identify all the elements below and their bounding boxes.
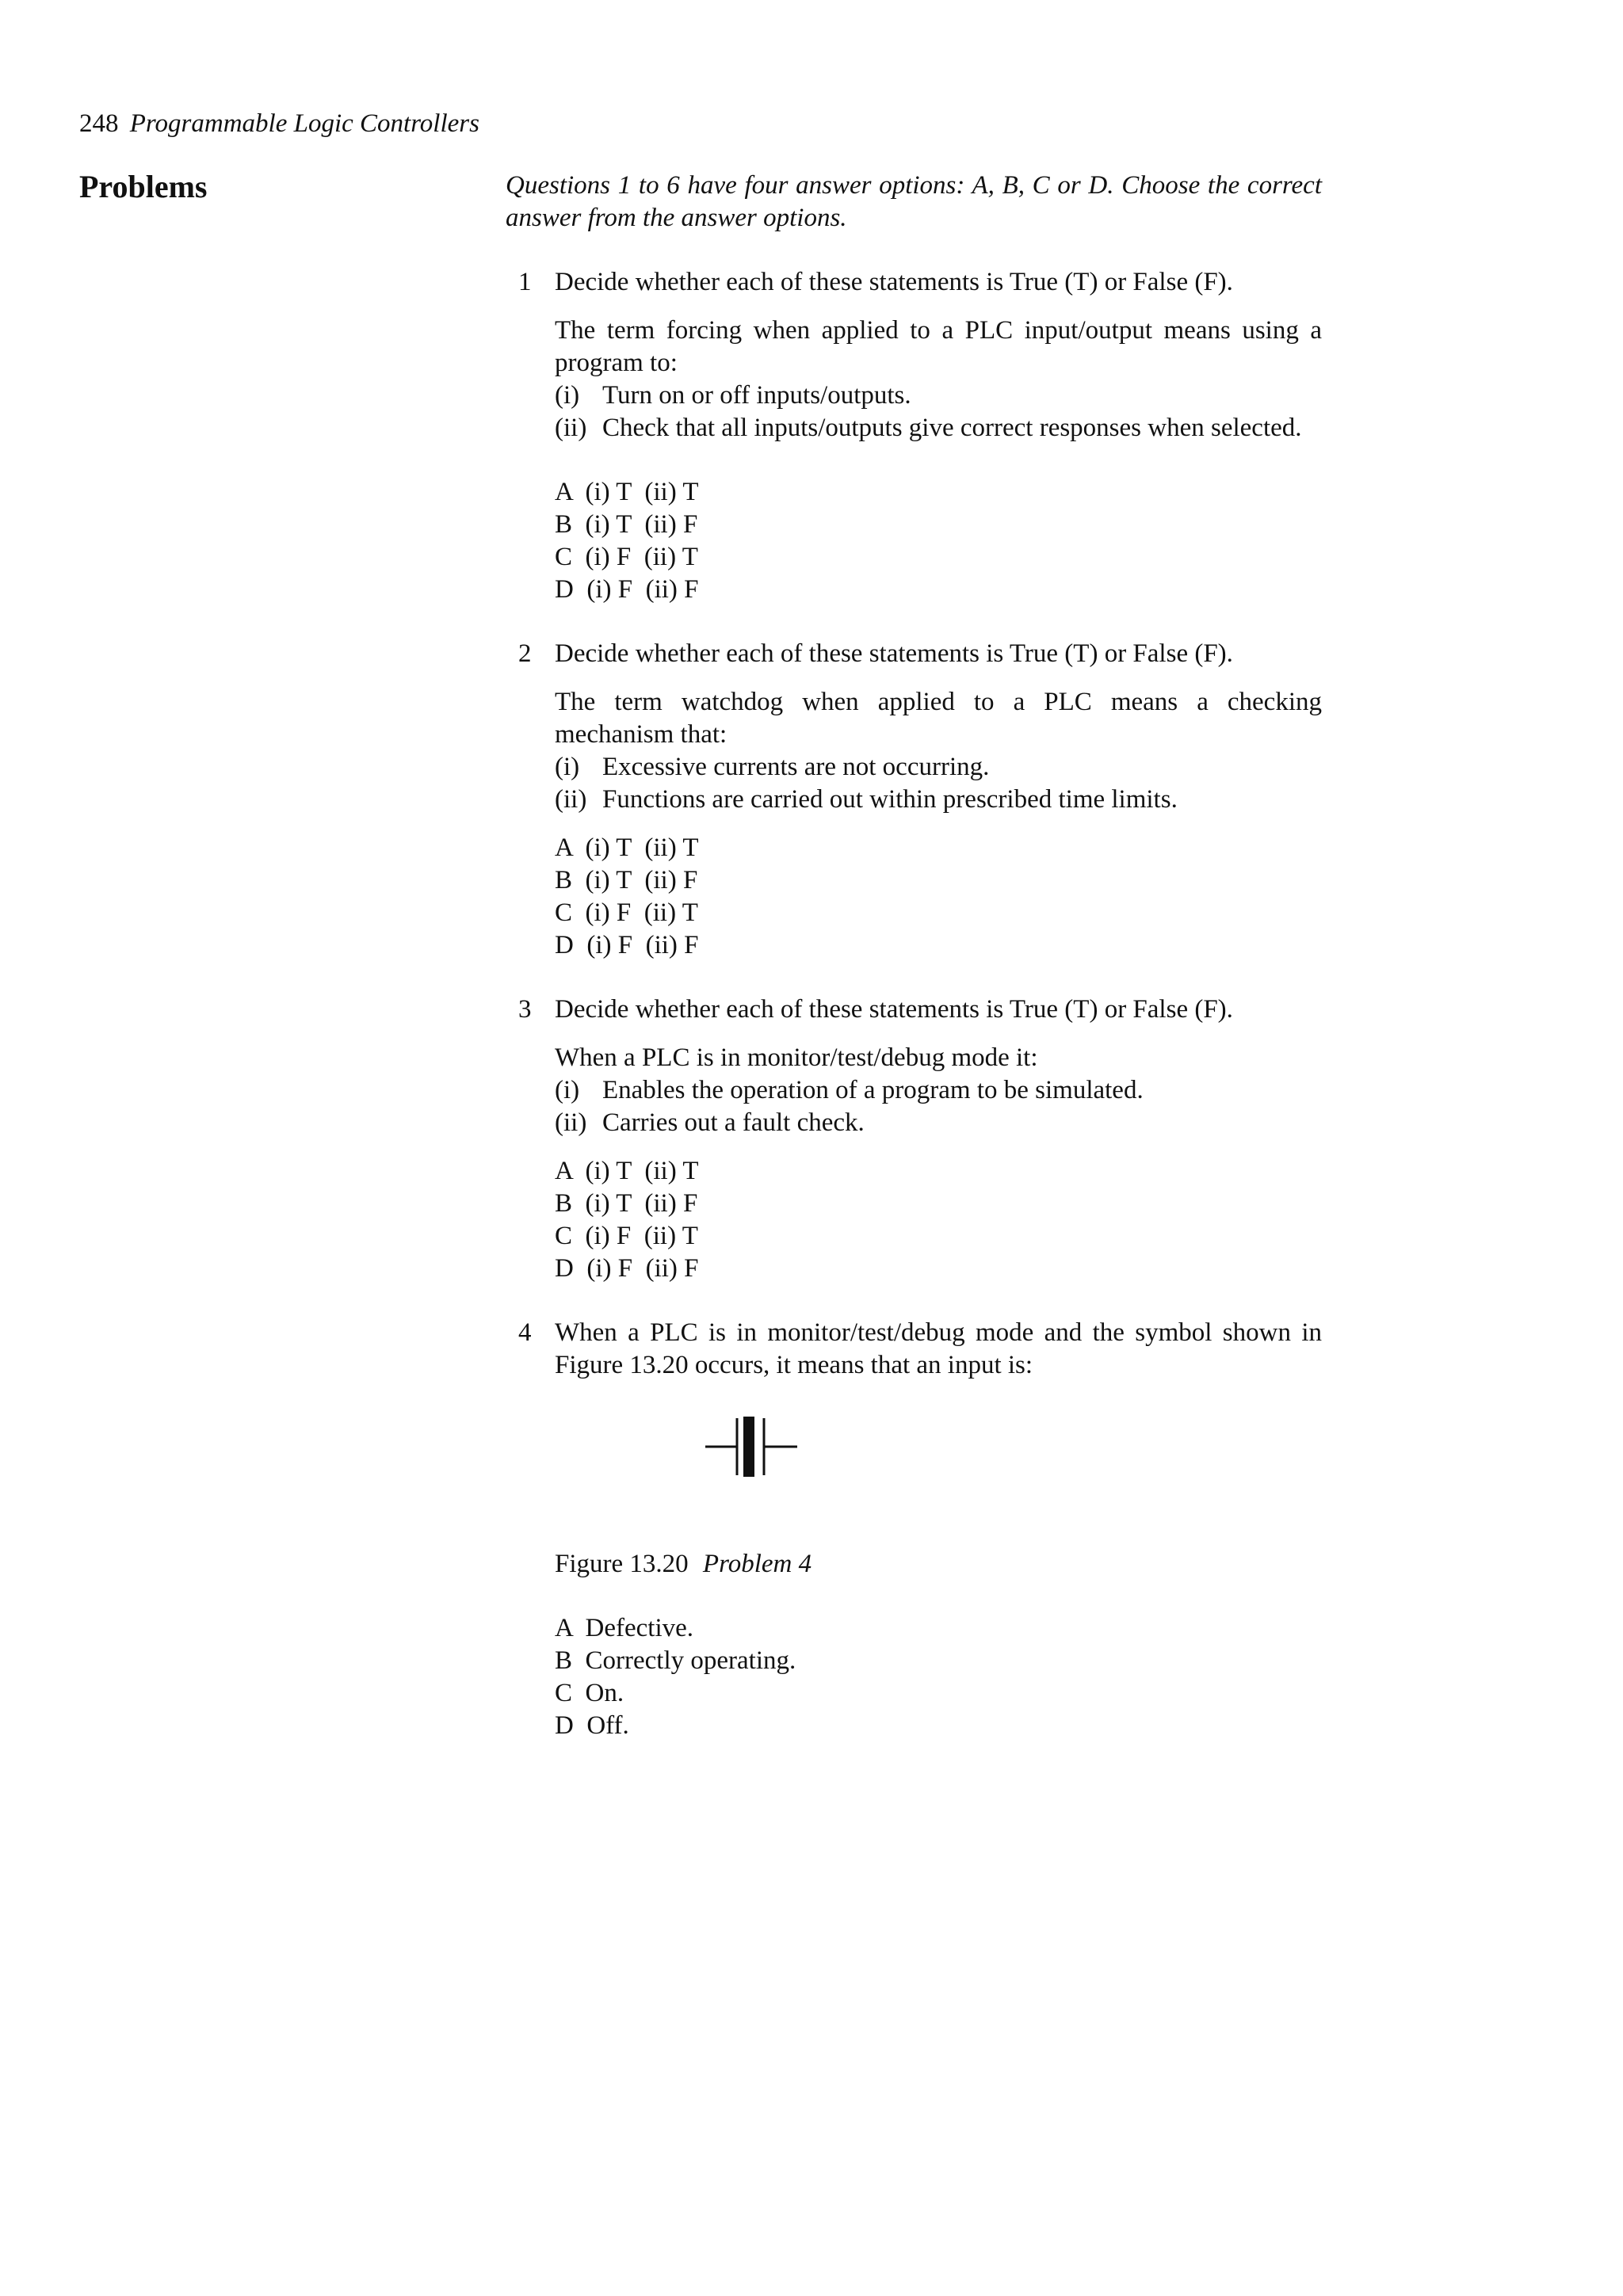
option-d: D Off. <box>555 1711 629 1740</box>
option-c: C (i) F (ii) T <box>555 898 698 927</box>
section-title: Problems <box>79 169 208 204</box>
option-a: A (i) T (ii) T <box>555 833 699 862</box>
option-d: D (i) F (ii) F <box>555 1254 699 1283</box>
option-b: B (i) T (ii) F <box>555 510 698 539</box>
highlighted-contact-symbol-icon <box>705 1413 800 1480</box>
page-number: 248 <box>79 109 119 138</box>
book-title: Programmable Logic Controllers <box>129 109 479 138</box>
statement-label: (ii) <box>555 785 587 814</box>
statement-ii <box>555 1107 1322 1139</box>
statement-text: Check that all inputs/outputs give correct responses when selected. <box>602 414 1302 442</box>
option-d: D (i) F (ii) F <box>555 931 699 959</box>
option-b: B Correctly operating. <box>555 1646 796 1675</box>
statement-label: (i) <box>555 381 580 410</box>
problem-number: 1 <box>518 268 532 296</box>
problem-lead: The term forcing when applied to a PLC input/output means using a program to: <box>555 316 1322 377</box>
problem-lead: When a PLC is in monitor/test/debug mode it: <box>555 1043 1038 1072</box>
problem-lead: The term watchdog when applied to a PLC means a checking mechanism that: <box>555 688 1322 749</box>
statement-i <box>555 379 1322 412</box>
statement-i <box>555 1074 1322 1107</box>
statement-text: Functions are carried out within prescribed time limits. <box>602 785 1178 814</box>
statement-label: (ii) <box>555 414 587 442</box>
problem-number: 2 <box>518 639 532 668</box>
problem-stem: When a PLC is in monitor/test/debug mode and the symbol shown in Figure 13.20 occurs, it means that an input is: <box>555 1318 1322 1379</box>
option-d: D (i) F (ii) F <box>555 575 699 604</box>
answer-options <box>555 476 1322 606</box>
statement-text: Excessive currents are not occurring. <box>602 753 990 781</box>
option-c: C (i) F (ii) T <box>555 543 698 571</box>
statement-text: Carries out a fault check. <box>602 1108 865 1137</box>
answer-options <box>555 832 1322 962</box>
figure-name: Problem 4 <box>702 1550 812 1578</box>
problem-2 <box>506 638 1322 962</box>
running-head <box>79 108 479 139</box>
figure-number: Figure 13.20 <box>555 1550 689 1578</box>
option-c: C On. <box>555 1679 624 1707</box>
figure-caption <box>555 1548 1322 1581</box>
problem-4 <box>506 1317 1322 1742</box>
problem-stem: Decide whether each of these statements is True (T) or False (F). <box>555 995 1233 1024</box>
option-b: B (i) T (ii) F <box>555 1189 698 1218</box>
answer-options <box>555 1155 1322 1285</box>
option-a: A (i) T (ii) T <box>555 478 699 506</box>
statement-text: Enables the operation of a program to be simulated. <box>602 1076 1144 1104</box>
option-a: A (i) T (ii) T <box>555 1157 699 1185</box>
problem-stem: Decide whether each of these statements is True (T) or False (F). <box>555 639 1233 668</box>
statement-label: (i) <box>555 1076 580 1104</box>
statement-ii <box>555 412 1322 444</box>
problem-3 <box>506 994 1322 1285</box>
intro-instructions: Questions 1 to 6 have four answer options: A, B, C or D. Choose the correct answer from the answer options. <box>506 171 1322 232</box>
option-b: B (i) T (ii) F <box>555 866 698 894</box>
statement-ii <box>555 784 1322 816</box>
problem-number: 4 <box>518 1318 532 1347</box>
option-a: A Defective. <box>555 1614 694 1642</box>
problems-content <box>506 170 1322 1774</box>
answer-options <box>555 1612 1322 1742</box>
problem-number: 3 <box>518 995 532 1024</box>
option-c: C (i) F (ii) T <box>555 1222 698 1250</box>
statement-i <box>555 751 1322 784</box>
figure-13-20 <box>555 1413 1322 1532</box>
problem-stem: Decide whether each of these statements is True (T) or False (F). <box>555 268 1233 296</box>
problem-1 <box>506 266 1322 606</box>
statement-label: (i) <box>555 753 580 781</box>
statement-text: Turn on or off inputs/outputs. <box>602 381 911 410</box>
statement-label: (ii) <box>555 1108 587 1137</box>
